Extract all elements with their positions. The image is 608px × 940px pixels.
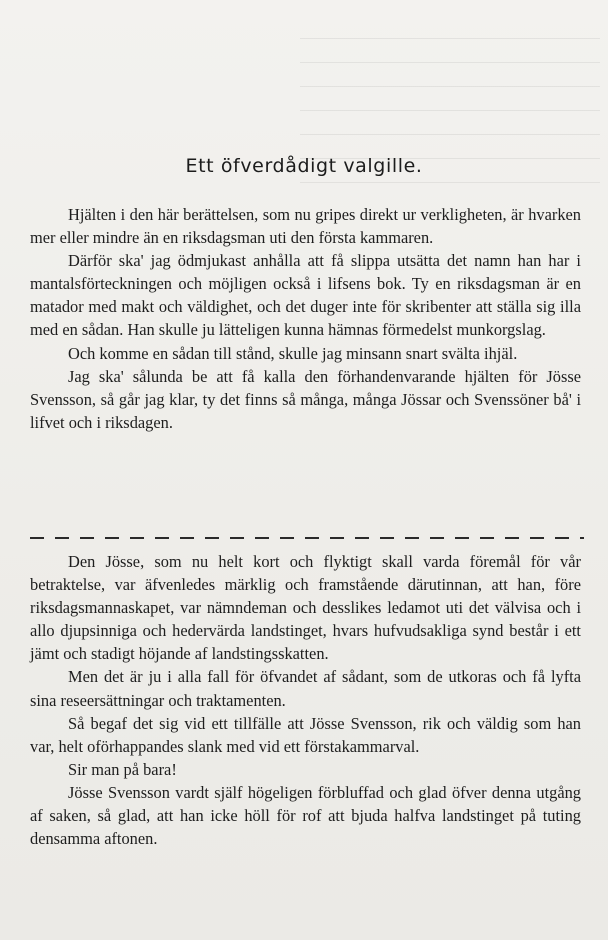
chapter-title: Ett öfverdådigt valgille.	[185, 155, 423, 177]
paragraph: Hjälten i den här berättelsen, som nu gripes direkt ur verkligheten, är hvarken mer eller mindre än en riksdagsman uti den första kammaren.	[30, 205, 581, 248]
paragraph: Jag ska' sålunda be att få kalla den förhandenvarande hjälten för Jösse Svensson, så går jag klar, ty det finns så många, många Jössar och Svenssöner bå' i lifvet och i riksdagen.	[30, 366, 581, 432]
paragraph: Jösse Svensson vardt själf högeligen förbluffad och glad öfver denna utgång af saken, så glad, att han icke höll för rof att bjuda halfva landstinget på tuting densamma aftonen.	[30, 782, 581, 849]
paragraph: Och komme en sådan till stånd, skulle jag minsann snart svälta ihjäl.	[68, 343, 518, 363]
section-divider	[30, 537, 584, 539]
paragraph: Därför ska' jag ödmjukast anhålla att få slippa utsätta det namn han har i mantalsförteckningen och möjligen också i lifsens bok. Ty en riksdagsman är en matador med makt och väldighet, och det duger inte för skribenter att ställa sig illa med en sådan. Han skulle ju lätteligen kunna hämnas förmedelst munkorgslag.	[30, 251, 581, 340]
paragraph: Den Jösse, som nu helt kort och flyktigt skall varda föremål för vår betraktelse, var äfvenledes märklig och framstående därutinnan, att han, före riksdagsmannaskapet, var nämndeman och desslikes ledamot uti det välvisa och i allo djupsinniga och hedervärda landstinget, hvars hufvudsakliga synd består i ett jämt och stadigt höjande af landstingsskatten.	[30, 552, 581, 664]
section-one	[30, 203, 581, 434]
paragraph: Så begaf det sig vid ett tillfälle att Jösse Svensson, rik och väldig som han var, helt oförhappandes slank med vid ett förstakammarval.	[30, 713, 581, 756]
section-two	[30, 550, 581, 850]
paragraph: Men det är ju i alla fall för öfvandet af sådant, som de utkoras och få lyfta sina reseersättningar och traktamenten.	[30, 667, 581, 710]
paragraph: Sir man på bara!	[68, 759, 177, 779]
